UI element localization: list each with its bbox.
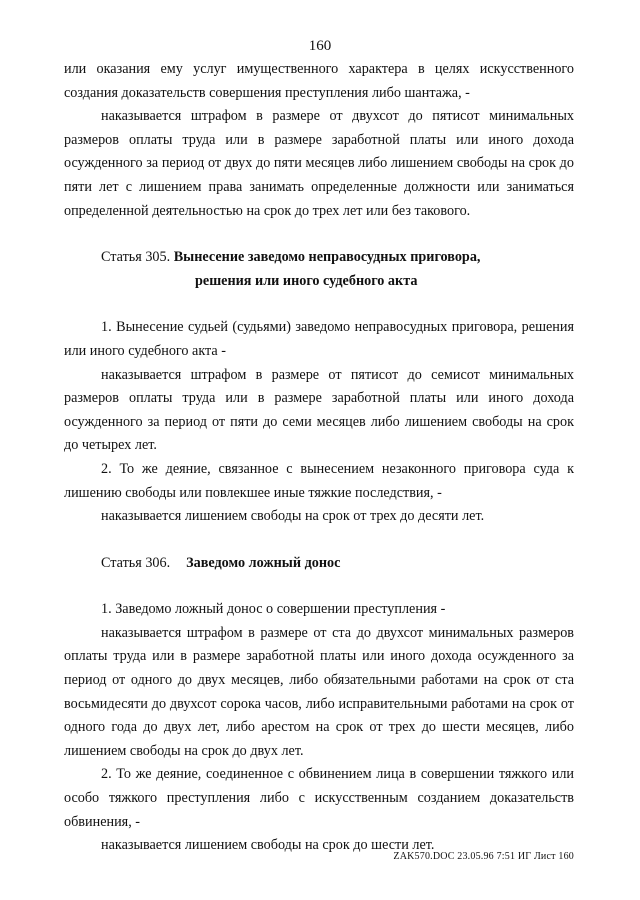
- article-305-title-line1: Вынесение заведомо неправосудных приговора,: [173, 249, 481, 266]
- article-306-title: Заведомо ложный донос: [186, 554, 341, 571]
- article-305-paragraph-1: 1. Вынесение судьей (судьями) заведомо неправосудных приговора, решения или иного судебного акта -: [64, 319, 574, 359]
- document-footer: ZAK570.DOC 23.05.96 7:51 ИГ Лист 160: [393, 851, 574, 862]
- intro-continuation: или оказания ему услуг имущественного характера в целях искусственного создания доказательств совершения преступления либо шантажа, -: [64, 61, 574, 101]
- article-305-paragraph-2: 2. То же деяние, связанное с вынесением незаконного приговора суда к лишению свободы или повлекшее иные тяжкие последствия, -: [64, 460, 574, 501]
- article-306-penalty-2: наказывается лишением свободы на срок до шести лет.: [101, 837, 435, 854]
- article-305-penalty-2: наказывается лишением свободы на срок от трех до десяти лет.: [101, 508, 485, 525]
- article-305-title-line2: решения или иного судебного акта: [195, 272, 418, 289]
- article-306-heading: [64, 552, 574, 576]
- article-306-label: Статья 306.: [101, 554, 171, 571]
- article-305-penalty-1: наказывается штрафом в размере от пятисот до семисот минимальных размеров оплаты труда или в размере заработной платы или иного дохода осужденного за период от пяти до семи месяцев либо лишением свободы на срок до четырех лет.: [64, 366, 574, 454]
- article-305-heading: [64, 246, 574, 293]
- article-306-paragraph-1: 1. Заведомо ложный донос о совершении преступления -: [101, 601, 446, 618]
- article-306-penalty-1: наказывается штрафом в размере от ста до двухсот минимальных размеров оплаты труда или в размере заработной платы или иного дохода осужденного за период от одного до двух месяцев, либо обязательными работами на срок от ста восьмидесяти до двухсот сорока часов, либо исправительными работами на срок от одного года до двух лет, либо арестом на срок от трех до шести месяцев, либо лишением свободы на срок до двух лет.: [64, 624, 574, 759]
- article-306-paragraph-2: 2. То же деяние, соединенное с обвинением лица в совершении тяжкого или особо тяжкого преступления либо с искусственным созданием доказательств обвинения, -: [64, 766, 574, 830]
- page-number: 160: [308, 38, 332, 54]
- intro-penalty: наказывается штрафом в размере от двухсот до пятисот минимальных размеров оплаты труда или в размере заработной платы или иного дохода осужденного за период от двух до пяти месяцев либо лишением свободы на срок до пяти лет с лишением права занимать определенные должности или заниматься определенной деятельностью на срок до трех лет или без такового.: [64, 108, 574, 219]
- document-body: [64, 58, 574, 858]
- article-305-label: Статья 305.: [101, 249, 171, 266]
